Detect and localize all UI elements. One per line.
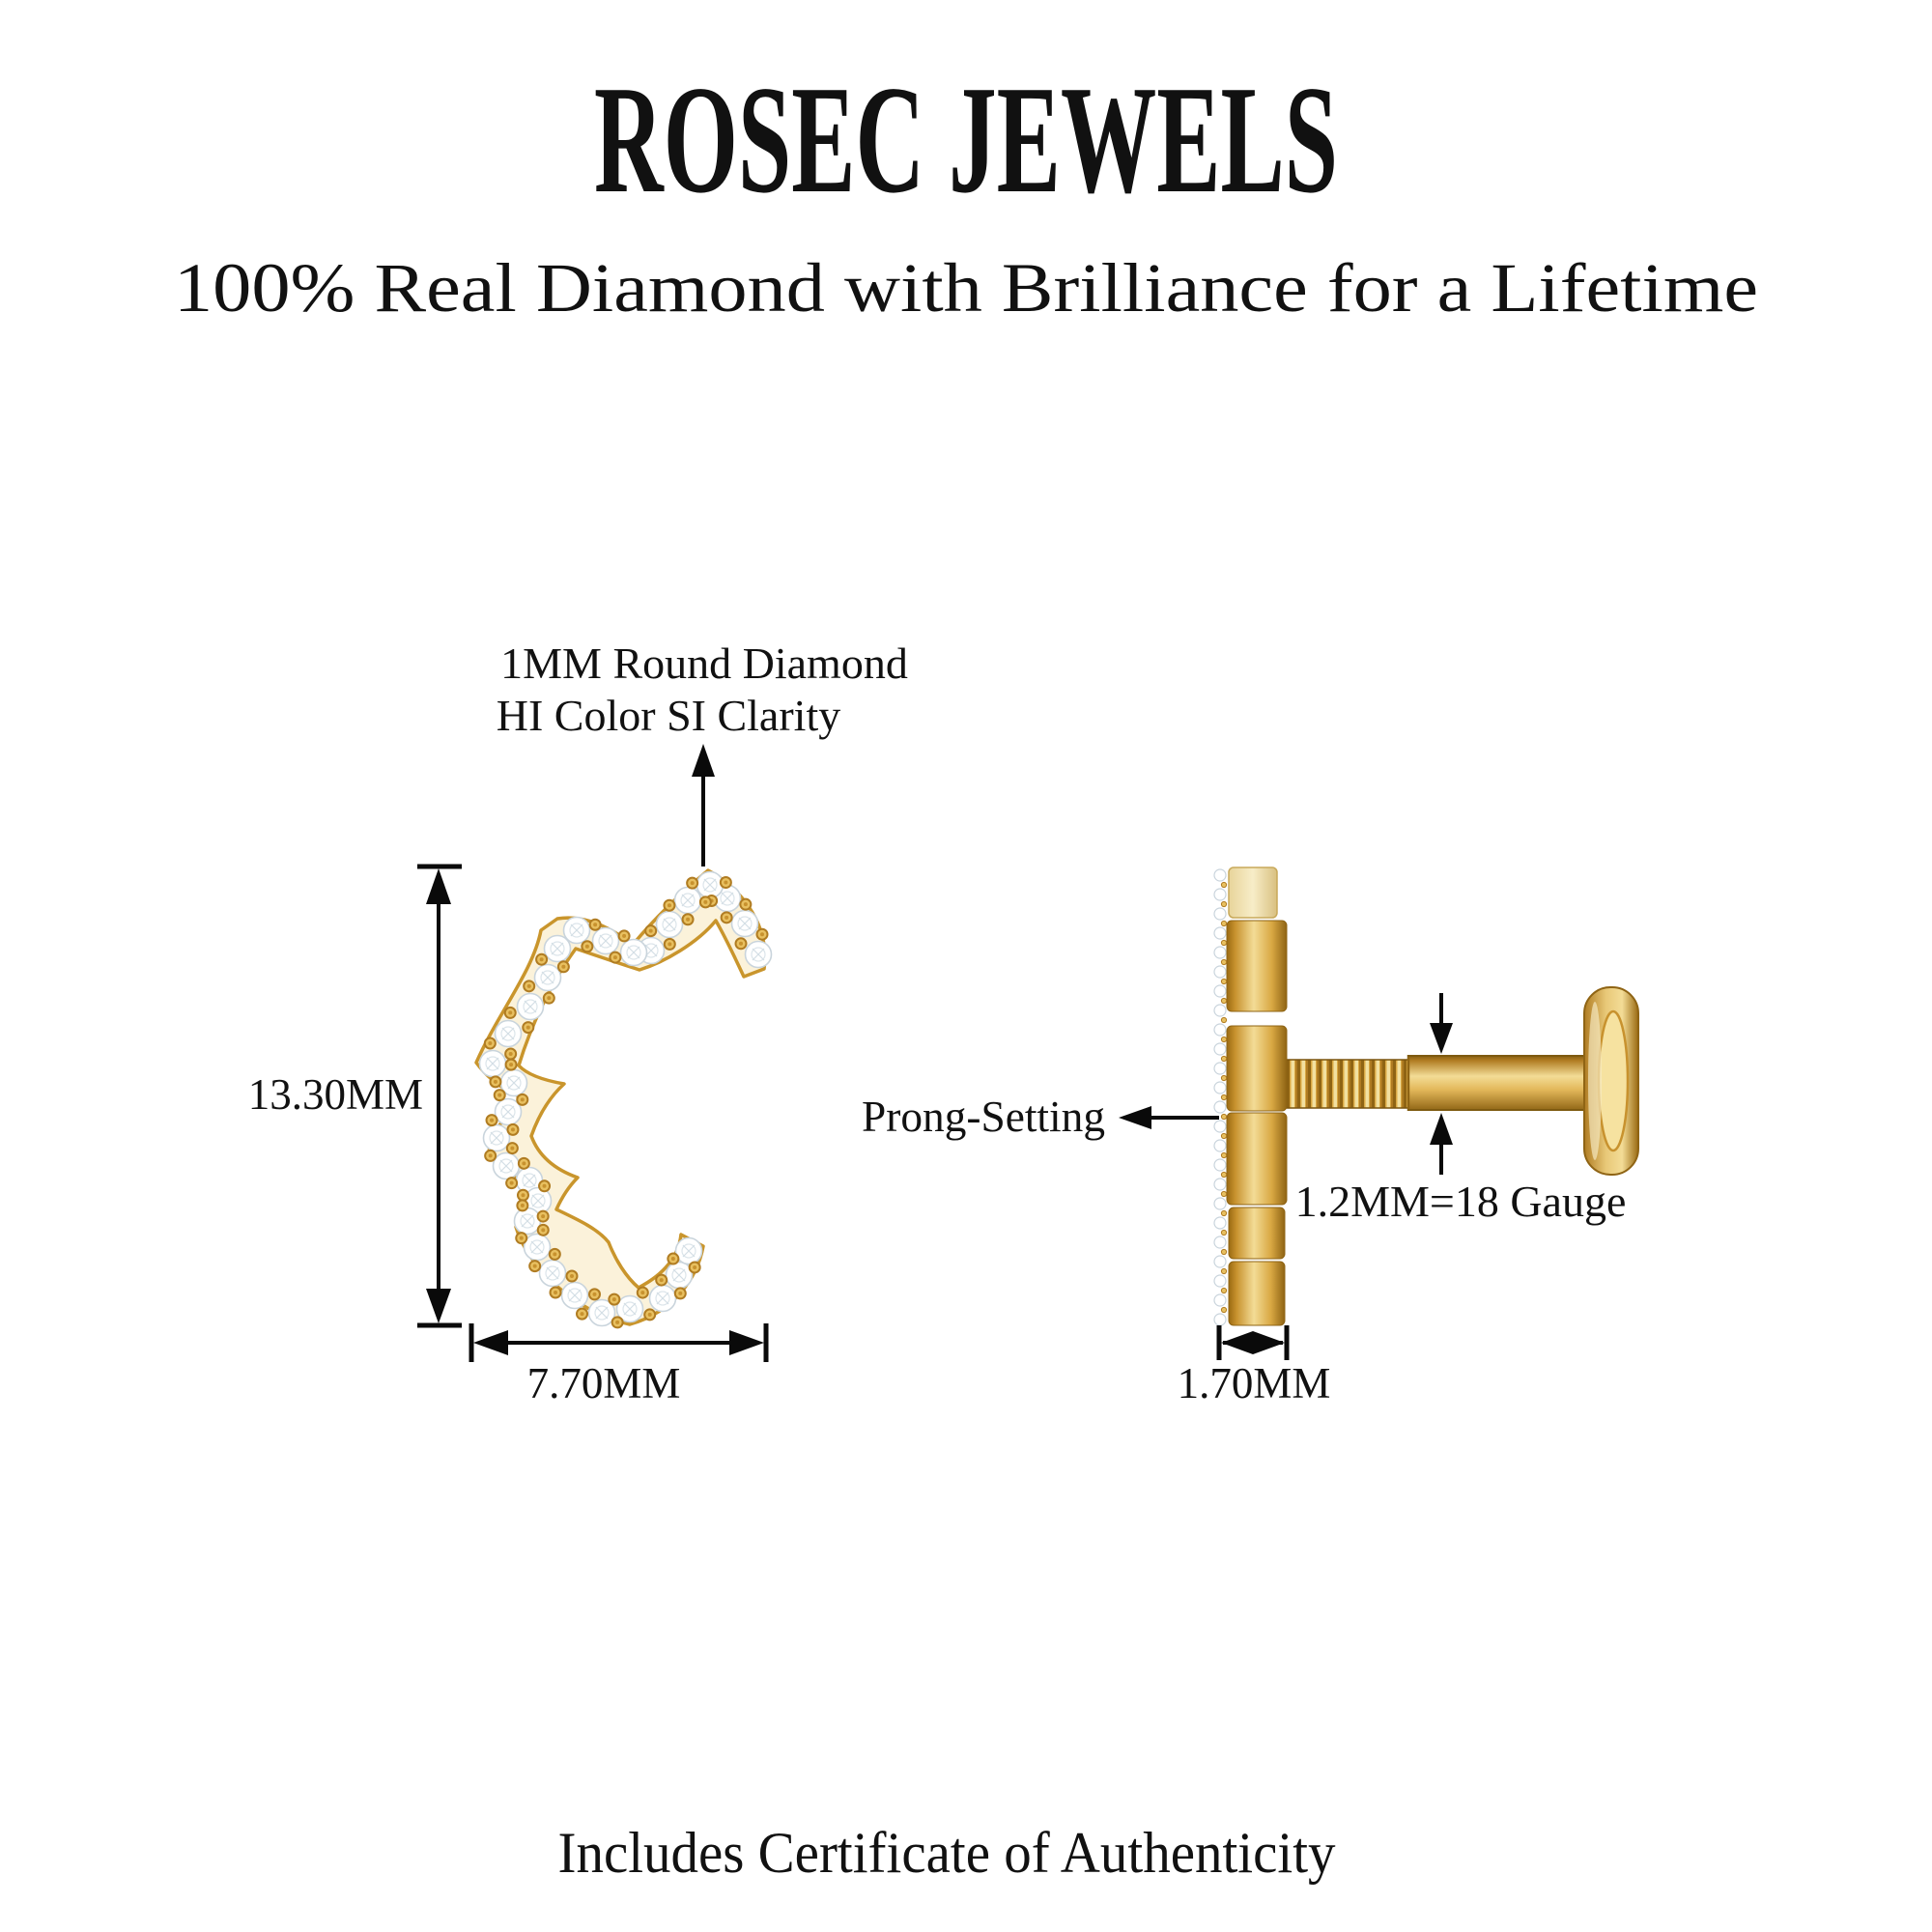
- earring-front-view: [476, 870, 772, 1327]
- dimension-width: [471, 1323, 766, 1407]
- earring-side-view: [1214, 867, 1638, 1325]
- thickness-label: 1.70MM: [1177, 1359, 1331, 1407]
- dimension-thickness: [1178, 1325, 1331, 1407]
- brand-title: ROSEC JEWELS: [594, 53, 1338, 225]
- diamond-note-line2: HI Color SI Clarity: [496, 691, 841, 740]
- labret-disc: [1584, 987, 1638, 1175]
- header: [174, 53, 1758, 327]
- brand-tagline: 100% Real Diamond with Brilliance for a Lifetime: [174, 249, 1758, 327]
- left-arrow-icon: [1119, 1106, 1219, 1129]
- post: [1407, 1055, 1587, 1111]
- height-label: 13.30MM: [247, 1070, 423, 1119]
- profile-diamond-row: [1214, 869, 1227, 1325]
- prong-setting-label: Prong-Setting: [862, 1092, 1105, 1141]
- post-gauge-label: 1.2MM=18 Gauge: [1294, 1177, 1627, 1226]
- width-label: 7.70MM: [526, 1359, 681, 1407]
- screw-threads: [1287, 1060, 1408, 1108]
- diamond-note-line1: 1MM Round Diamond: [500, 639, 908, 688]
- up-arrow-icon: [1430, 1113, 1453, 1175]
- down-arrow-icon: [1430, 993, 1453, 1054]
- annotation-prong-setting: [862, 1092, 1219, 1141]
- footer-note: Includes Certificate of Authenticity: [557, 1821, 1336, 1885]
- profile-segments: [1227, 867, 1287, 1325]
- annotation-diamond-note: [497, 639, 908, 867]
- dimension-height: [248, 867, 462, 1325]
- up-arrow-icon: [692, 744, 715, 867]
